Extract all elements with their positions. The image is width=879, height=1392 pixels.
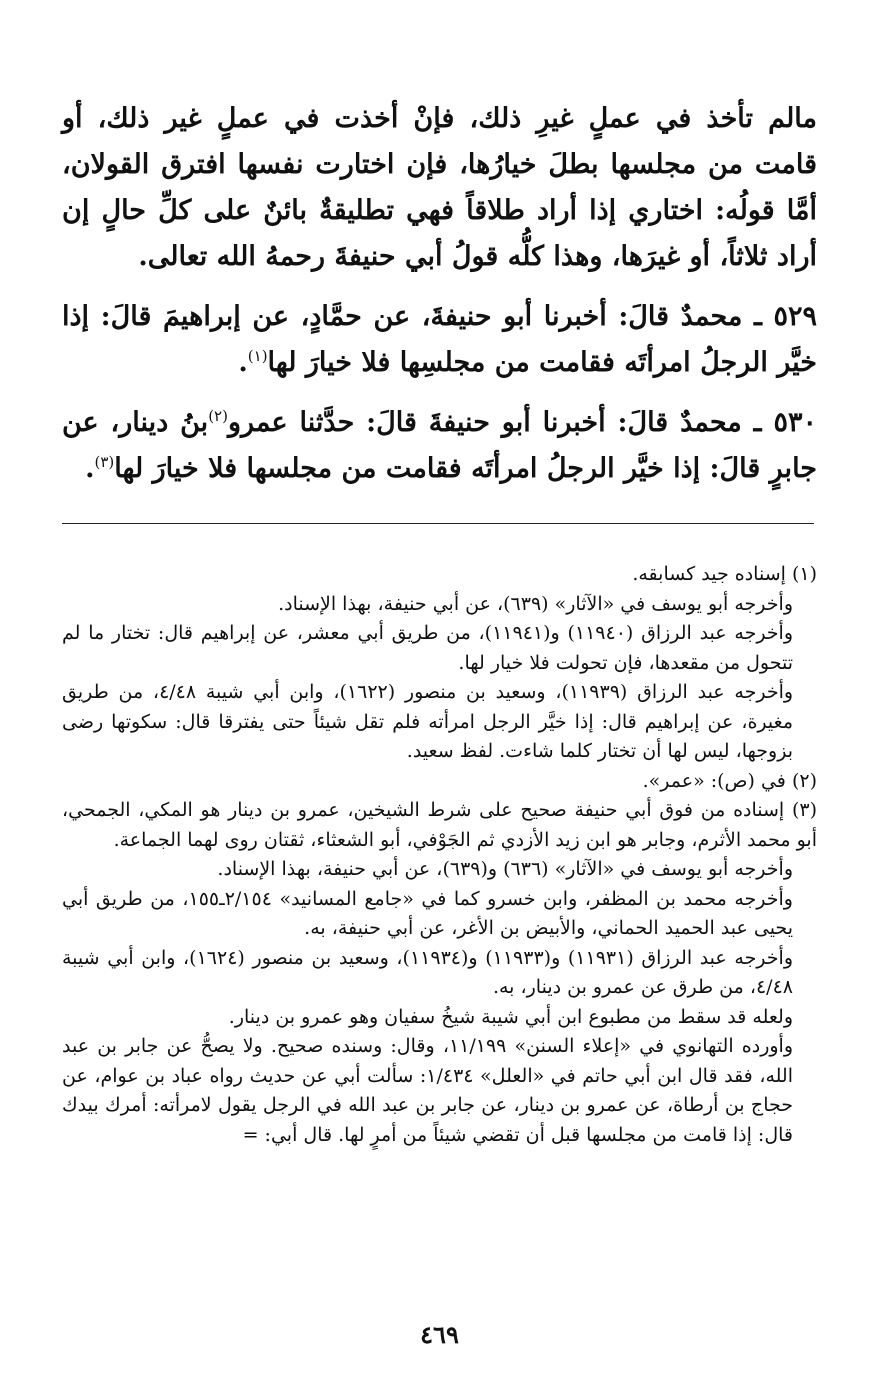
page-number: ٤٦٩ bbox=[420, 1320, 459, 1349]
footnote-number: (١) bbox=[791, 563, 817, 585]
footnote-line: وأخرجه أبو يوسف في «الآثار» (٦٣٦) و(٦٣٩)، عن أبي حنيفة، بهذا الإسناد. bbox=[217, 858, 793, 880]
footnotes bbox=[62, 560, 817, 1150]
footnote-text: إسناده من فوق أبي حنيفة صحيح على شرط الشيخين، عمرو بن دينار هو المكي، الجمحي، أبو محمد الأثرم، وجابر هو ابن زيد الأزدي ثم الجَوْفي، أبو الشعثاء، ثقتان روى لهما الجماعة. bbox=[62, 799, 817, 851]
paragraph-end: . bbox=[238, 347, 248, 378]
paragraph-text: مالم تأخذ في عملٍ غيرِ ذلك، فإنْ أخذت في عملٍ غير ذلك، أو قامت من مجلسها بطلَ خيارُها، فإن اختارت نفسها افترق القولان، أمَّا قولُه: اختاري إذا أراد طلاقاً فهي تطليقةٌ بائنٌ على كلِّ حالٍ إن أراد ثلاثاً، أو غيرَها، وهذا كلُّه قولُ أبي حنيفةَ رحمهُ الله تعالى. bbox=[62, 103, 817, 272]
paragraph-text: بنُ دينار، عن جابرٍ قالَ: إذا خيَّر الرجلُ امرأتَه فقامت من مجلسها فلا خيارَ لها bbox=[62, 407, 817, 484]
footnote-number: (٣) bbox=[791, 799, 818, 821]
footnote-1 bbox=[62, 560, 817, 590]
hadith-number: ٥٢٩ ـ bbox=[753, 301, 817, 332]
paragraph-text: محمدٌ قالَ: أخبرنا أبو حنيفةَ قالَ: حدَّثنا عمرو bbox=[227, 407, 742, 438]
footnote-number: (٢) bbox=[791, 769, 817, 792]
footnote-separator bbox=[62, 523, 814, 524]
footnote-line: وأخرجه عبد الرزاق (١١٩٤٠) و(١١٩٤١)، من طريق أبي معشر، عن إبراهيم قال: تختار ما لم تتحول من مقعدها، فإن تحولت فلا خيار لها. bbox=[62, 622, 793, 674]
footnote-line: وأورده التهانوي في «إعلاء السنن» ١١/١٩٩، وقال: وسنده صحيح. ولا يصحُّ عن جابر بن عبد الله، فقد قال ابن أبي حاتم في «العلل» ١/٤٣٤: سألت أبي عن حديث رواه عباد بن عوام، عن حجاج بن أرطاة، عن عمرو بن دينار، عن جابر بن عبد الله في الرجل يقول لامرأته: أمرك بيدك قال: إذا قامت من مجلسها قبل أن تقضي شيئاً من أمرٍ لها. قال أبي: = bbox=[62, 1035, 793, 1146]
footnote-ref[interactable]: (١) bbox=[247, 347, 268, 365]
footnote-line: وأخرجه عبد الرزاق (١١٩٣٩)، وسعيد بن منصور (١٦٢٢)، وابن أبي شيبة ٤/٤٨، من طريق مغيرة، عن إبراهيم قال: إذا خيَّر الرجل امرأته فلم تقل شيئاً حتى يفترقا قال: سكوتها رضى بزوجها، ليس لها أن تختار كلما شاءت. لفظ سعيد. bbox=[62, 681, 794, 762]
footnote-text: إسناده جيد كسابقه. bbox=[632, 563, 786, 585]
paragraph-530 bbox=[62, 400, 817, 492]
paragraph-529 bbox=[62, 294, 817, 386]
footnote-text: في (ص): «عمر». bbox=[642, 769, 786, 792]
footnote-line: ولعله قد سقط من مطبوع ابن أبي شيبة شيخُ سفيان وهو عمرو بن دينار. bbox=[228, 1005, 793, 1028]
paragraph-end: . bbox=[85, 453, 95, 484]
paragraph-continuation bbox=[62, 96, 817, 280]
footnote-line: وأخرجه أبو يوسف في «الآثار» (٦٣٩)، عن أبي حنيفة، بهذا الإسناد. bbox=[278, 592, 793, 615]
footnote-ref[interactable]: (٢) bbox=[208, 407, 228, 425]
main-text bbox=[62, 96, 817, 506]
footnote-2 bbox=[62, 767, 817, 797]
footnote-line: وأخرجه عبد الرزاق (١١٩٣١) و(١١٩٣٣) و(١١٩٣٤)، وسعيد بن منصور (١٦٢٤)، وابن أبي شيبة ٤/٤٨، من طرق عن عمرو بن دينار، به. bbox=[62, 946, 793, 998]
footnote-line: وأخرجه محمد بن المظفر، وابن خسرو كما في «جامع المسانيد» ٢/١٥٤ـ١٥٥، من طريق أبي يحيى عبد الحميد الحماني، والأبيض بن الأغر، عن أبي حنيفة، به. bbox=[62, 887, 793, 939]
hadith-number: ٥٣٠ ـ bbox=[753, 407, 817, 438]
footnote-ref[interactable]: (٣) bbox=[94, 453, 115, 471]
footnote-3 bbox=[62, 796, 817, 855]
paragraph-text: محمدٌ قالَ: أخبرنا أبو حنيفةَ، عن حمَّادٍ، عن إبراهيمَ قالَ: إذا خيَّر الرجلُ امرأتَه فقامت من مجلسِها فلا خيارَ لها bbox=[62, 301, 817, 378]
